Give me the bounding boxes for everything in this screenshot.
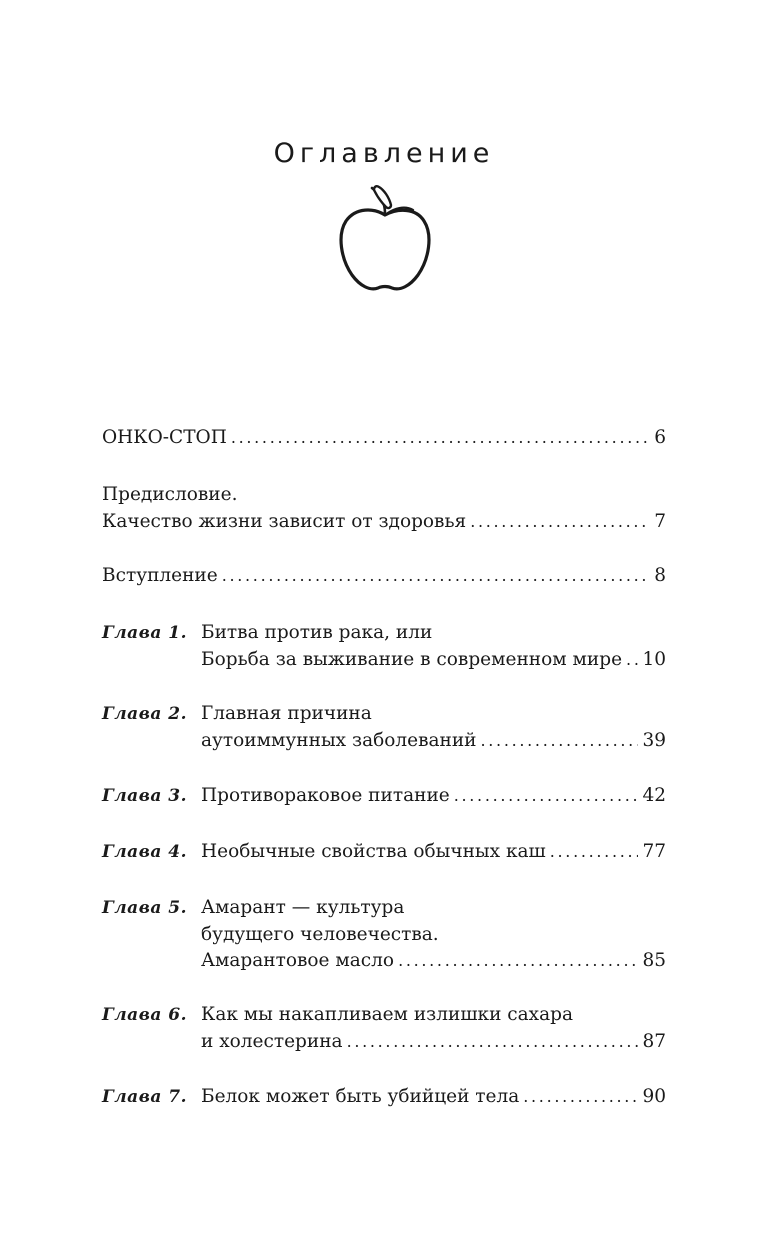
page-title: Оглавление [273, 138, 495, 169]
page-number: 6 [654, 427, 666, 448]
toc-entry-title: ОНКО-СТОП [102, 427, 227, 448]
dot-leader [398, 948, 638, 974]
toc-entry-title: Как мы накапливаем излишки сахара [201, 1004, 574, 1025]
toc-entry-title: аутоиммунных заболеваний [201, 729, 477, 751]
toc-entry-line [201, 922, 666, 948]
page-number: 90 [642, 1086, 666, 1107]
toc-entry-title: Предисловие. [102, 484, 238, 505]
chapter-label: Глава 2. [102, 704, 188, 724]
dot-leader [550, 839, 639, 865]
toc-entry-line[interactable] [201, 783, 666, 809]
toc-entry-line[interactable] [201, 839, 666, 865]
toc-entry-line[interactable] [201, 647, 666, 673]
page-number: 10 [642, 648, 666, 670]
chapter-label: Глава 4. [102, 842, 188, 862]
toc-entry-title: Необычные свойства обычных каш [201, 841, 546, 862]
toc-entry-line [201, 1002, 666, 1028]
chapter-label: Глава 7. [102, 1087, 188, 1107]
page-number: 39 [642, 729, 666, 751]
page-number: 42 [642, 785, 666, 806]
dot-leader [222, 563, 651, 589]
dot-leader [470, 509, 650, 535]
dot-leader [481, 728, 639, 754]
toc-entry-title: Главная причина [201, 703, 372, 724]
toc-entry-line [102, 482, 666, 508]
chapter-label: Глава 1. [102, 623, 188, 643]
page-number: 7 [654, 510, 666, 532]
toc-entry-line[interactable] [201, 948, 666, 974]
dot-leader [626, 647, 638, 673]
toc-entry-line[interactable] [102, 563, 666, 589]
toc-entry-title: Битва против рака, или [201, 622, 433, 643]
chapter-label: Глава 5. [102, 898, 188, 918]
dot-leader [454, 783, 639, 809]
toc-entry-line[interactable] [102, 509, 666, 535]
page-number: 87 [642, 1030, 666, 1052]
page-number: 8 [654, 565, 666, 586]
toc-entry-title: Противораковое питание [201, 785, 450, 806]
chapter-label: Глава 6. [102, 1005, 188, 1025]
toc-entry-title: Белок может быть убийцей тела [201, 1086, 520, 1107]
toc-entry-line[interactable] [102, 425, 666, 451]
toc-entry-title: Амарант — культура [201, 897, 405, 918]
toc-entry-line [201, 895, 666, 921]
toc-entry-title: Амарантовое масло [201, 950, 395, 971]
toc-entry-line[interactable] [201, 1084, 666, 1110]
toc-entry-title: Качество жизни зависит от здоровья [102, 510, 467, 532]
toc-entry-title: и холестерина [201, 1030, 343, 1052]
toc-entry-title: будущего человечества. [201, 923, 439, 945]
dot-leader [523, 1084, 638, 1110]
dot-leader [347, 1029, 639, 1055]
toc-entry-line [201, 620, 666, 646]
chapter-label: Глава 3. [102, 786, 188, 806]
toc-entry-title: Вступление [102, 565, 218, 586]
toc-entry-line[interactable] [201, 1029, 666, 1055]
page-number: 85 [642, 950, 666, 971]
toc-entry-line[interactable] [201, 728, 666, 754]
toc-entry-title: Борьба за выживание в современном мире [201, 648, 623, 670]
toc-entry-line [201, 701, 666, 727]
dot-leader [231, 425, 650, 451]
page-number: 77 [642, 841, 666, 862]
